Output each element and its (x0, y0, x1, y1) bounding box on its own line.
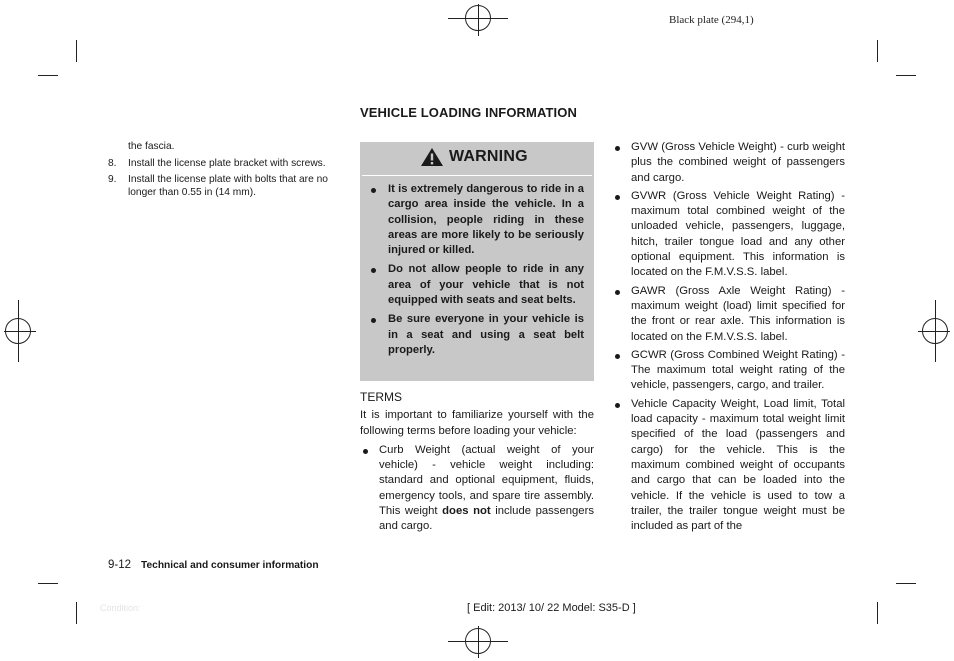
page-footer (108, 559, 319, 571)
terms-list (360, 443, 594, 535)
page-number: 9-12 (108, 559, 132, 571)
continuation-text: the fascia. (128, 141, 175, 152)
registration-mark-bottom (465, 628, 491, 654)
registration-mark-left (5, 318, 31, 344)
section-title: VEHICLE LOADING INFORMATION (360, 105, 577, 120)
term-text: GAWR (Gross Axle Weight Rating) - maximum weight (load) limit specified for the front or rear axle. This information is located on the F.M.V.S.S. label. (631, 284, 845, 343)
warning-item (362, 182, 584, 258)
warning-body (362, 175, 592, 379)
warning-text: Do not allow people to ride in any area of your vehicle that is not equipped with seats and seat belts. (388, 263, 584, 307)
step-number: 9. (108, 174, 117, 185)
term-text: GVWR (Gross Vehicle Weight Rating) - maximum total combined weight of the unloaded vehicle, passengers, luggage, hitch, trailer tongue load and any other optional equipment. This information is located on the F.M.V.S.S. label. (631, 189, 845, 279)
warning-header (360, 142, 594, 172)
step-item (108, 173, 344, 199)
chapter-label: Technical and consumer information (141, 560, 319, 571)
bullet-dot (371, 318, 376, 323)
warning-box (360, 142, 594, 381)
step-item (108, 157, 344, 170)
bullet-dot (371, 188, 376, 193)
term-text: GCWR (Gross Combined Weight Rating) - The maximum total weight rating of the vehicle, passengers, cargo, and trailer. (631, 348, 845, 392)
registration-mark-top (465, 5, 491, 31)
condition-label: Condition: (100, 603, 141, 613)
weight-terms-list (612, 140, 845, 534)
warning-title: WARNING (449, 148, 528, 165)
term-item-curb-weight (360, 443, 594, 535)
left-column (108, 140, 344, 202)
terms-intro: It is important to familiarize yourself with the following terms before loading your vehicle: (360, 409, 594, 437)
bullet-dot (615, 290, 620, 295)
term-text: Vehicle Capacity Weight, Load limit, Total load capacity - maximum total weight limit specified of the load (passengers and cargo) for the vehicle. This is the maximum combined weight of occupants and cargo that can be loaded into the vehicle. If the vehicle is used to tow a trailer, the trailer tongue weight must be included as part of the (631, 397, 845, 533)
term-item-gvwr (612, 189, 845, 281)
term-item-gvw (612, 140, 845, 186)
warning-text: It is extremely dangerous to ride in a cargo area inside the vehicle. In a collision, people riding in these areas are more likely to be seriously injured or killed. (388, 183, 584, 257)
step-number: 8. (108, 158, 117, 169)
terms-heading: TERMS (360, 390, 402, 404)
term-text: GVW (Gross Vehicle Weight) - curb weight plus the combined weight of passengers and cargo. (631, 141, 845, 184)
term-text: Curb Weight (actual weight of your vehicle) - vehicle weight including: standard and optional equipment, fluids, emergency tools, and spare tire assembly. This weight (379, 443, 594, 518)
registration-mark-right (922, 318, 948, 344)
warning-text: Be sure everyone in your vehicle is in a seat and using a seat belt properly. (388, 313, 584, 356)
terms-section (360, 390, 594, 538)
plate-label: Black plate (294,1) (669, 14, 754, 26)
bullet-dot (371, 268, 376, 273)
step-text: Install the license plate with bolts that are no longer than 0.55 in (14 mm). (128, 174, 328, 198)
term-item-capacity-weight (612, 397, 845, 535)
bullet-dot (615, 403, 620, 408)
warning-triangle-icon (420, 147, 444, 167)
bullet-dot (363, 449, 368, 454)
edit-info: [ Edit: 2013/ 10/ 22 Model: S35-D ] (467, 602, 636, 614)
warning-item (362, 312, 584, 358)
installation-steps (108, 157, 344, 199)
bullet-dot (615, 146, 620, 151)
term-text: include passengers and cargo. (379, 505, 594, 533)
term-text-bold: does not (442, 505, 491, 518)
step-text: Install the license plate bracket with screws. (128, 158, 326, 169)
bullet-dot (615, 195, 620, 200)
term-item-gcwr (612, 348, 845, 394)
bullet-dot (615, 354, 620, 359)
warning-item (362, 262, 584, 308)
right-column (612, 140, 845, 537)
term-item-gawr (612, 284, 845, 345)
